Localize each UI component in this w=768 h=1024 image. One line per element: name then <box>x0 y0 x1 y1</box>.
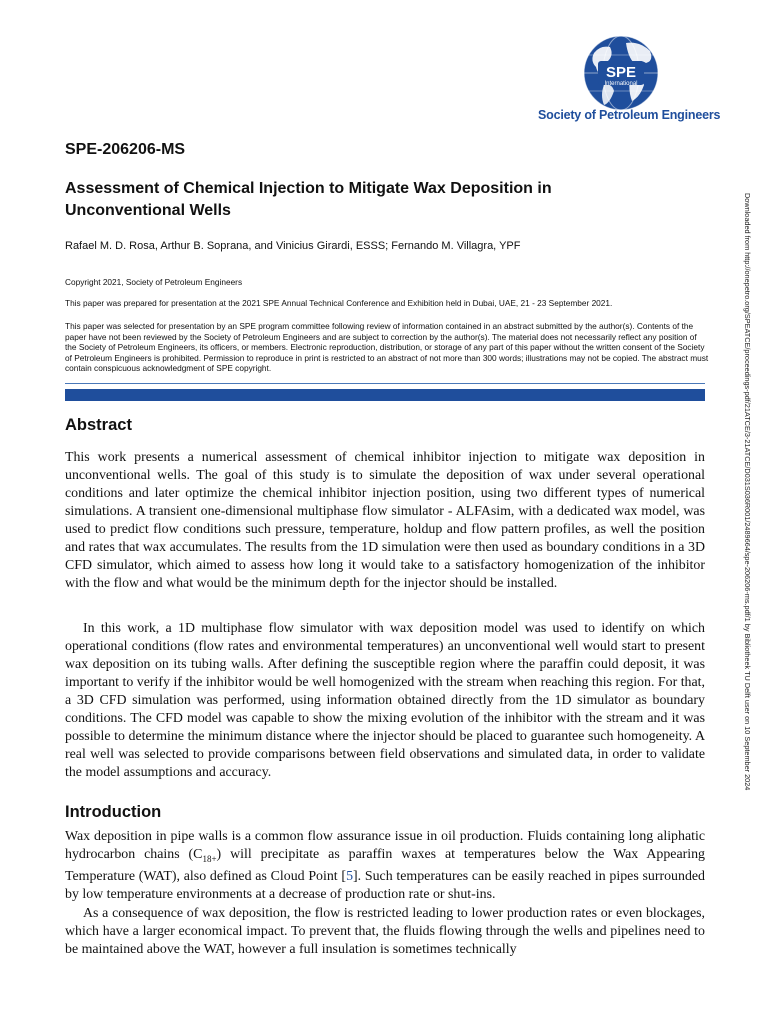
introduction-paragraph-2: As a consequence of wax deposition, the flow is restricted leading to lower production rates or even blockages, which have a larger economical impact. To prevent that, the fluids flowing through the wells and pipelines need to be maintained above the WAT, however a full insulation is sometimes technically <box>65 906 705 957</box>
prepared-note: This paper was prepared for presentation at the 2021 SPE Annual Technical Conference and Exhibition held in Dubai, UAE, 21 - 23 September 2021. <box>65 298 613 308</box>
paper-id: SPE-206206-MS <box>65 141 186 158</box>
citation-link[interactable]: 5 <box>346 868 354 884</box>
disclaimer: This paper was selected for presentation by an SPE program committee following review of information contained in an abstract submitted by the author(s). Contents of the paper have not been reviewed by the Society of Petroleum Engineers and are subject to correction by the author(s). The material does not necessarily reflect any position of the Society of Petroleum Engineers, its officers, or members. Electronic reproduction, distribution, or storage of any part of this paper without the written consent of the Society of Petroleum Engineers is prohibited. Permission to reproduce in print is restricted to an abstract of not more than 300 words; illustrations may not be copied. The abstract must contain conspicuous acknowledgment of SPE copyright. <box>65 321 709 374</box>
intro-text-c: ]. Such temperatures can be easily reached in pipes surrounded by low temperature environments at a decrease of production rate or shut-ins. <box>65 868 705 902</box>
download-note <box>740 193 754 833</box>
intro-text-b: ) will precipitate as paraffin waxes at temperatures below the Wax Appearing Temperature (WAT), also defined as Cloud Point [ <box>65 847 705 884</box>
divider-thin <box>65 383 705 384</box>
introduction-paragraph-1 <box>65 828 705 904</box>
introduction-heading: Introduction <box>65 803 162 821</box>
abstract-paragraph-1: This work presents a numerical assessment of chemical inhibitor injection to mitigate wax deposition in unconventional wells. The goal of this study is to simulate the deposition of wax under several operational conditions and later optimize the chemical inhibitor injection position, using two different types of numerical simulations. A transient one-dimensional multiphase flow simulator - ALFAsim, with a dedicated wax model, was used to predict flow conditions such pressure, temperature, holdup and flow pattern profiles, as well the position and rates that wax accumulates. The results from the 1D simulation were then used as boundary conditions in a 3D CFD simulator, which aimed to assess how long it would take to a satisfactory homogenization of the inhibitor with the flow and what would be the minimum depth for the injector should be installed. <box>65 450 705 591</box>
copyright-line: Copyright 2021, Society of Petroleum Engineers <box>65 277 243 287</box>
authors: Rafael M. D. Rosa, Arthur B. Soprana, and Vinicius Girardi, ESSS; Fernando M. Villagra, YPF <box>65 240 521 252</box>
download-note-text: Downloaded from http://onepetro.org/SPEATCE/proceedings-pdf/21ATCE/3-21ATCE/D031S036R001/2489664/spe-206206-ms.pdf/1 by Bibliotheek TU Delft user on 10 September 2024 <box>743 193 752 791</box>
logo-caption: Society of Petroleum Engineers <box>538 108 721 122</box>
logo-sub-text: International <box>604 81 638 87</box>
logo-mark-text: SPE <box>605 64 637 81</box>
intro-text-a: Wax deposition in pipe walls is a common flow assurance issue in oil production. Fluids containing long aliphatic hydrocarbon chains (C <box>65 829 705 862</box>
divider-bar <box>65 389 705 401</box>
carbon-subscript: 18+ <box>202 853 217 864</box>
abstract-paragraph-2: In this work, a 1D multiphase flow simulator with wax deposition model was used to identify on which operational conditions (flow rates and environmental temperatures) an unconventional well would start to present wax deposition on its tubing walls. After defining the susceptible region where the paraffin could deposit, it was important to verify if the inhibitor would be well homogenized with the stream when reaching this region. For that, a 3D CFD simulation was performed, using information obtained directly from the 1D simulator as boundary conditions. The CFD model was capable to show the mixing evolution of the inhibitor with the stream and it was possible to determine the minimum distance where the injector should be placed to guarantee such homogeneity. A real well was selected to provide comparisons between field observations and simulated data, in order to validate the model assumptions and accuracy. <box>65 621 705 780</box>
paper-title: Assessment of Chemical Injection to Mitigate Wax Deposition in Unconventional Wells <box>65 180 552 219</box>
abstract-heading: Abstract <box>65 416 132 434</box>
